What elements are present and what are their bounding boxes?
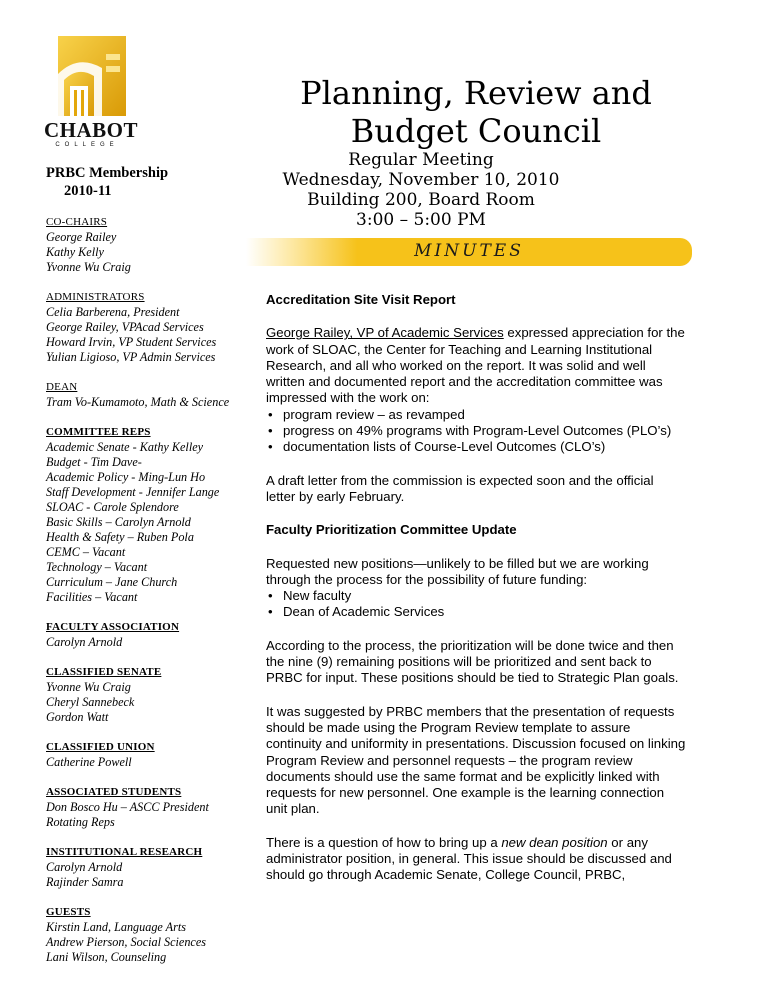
member-name: Budget - Tim Dave- [46,455,142,469]
sidebar-section-title: DEAN [46,381,78,393]
paragraph: It was suggested by PRBC members that the presentation of requests should be made using the Program Review template to assure continuity and uniformity in presentations. Discussion focused on linking Program Review and personnel requests – the program review documents should use the same format and be explicitly linked with requests for new personnel. One example is the learning connection unit plan. [266,703,686,817]
bullet-list [266,407,686,456]
member-name: Celia Barberena, President [46,305,180,319]
list-item: • New faculty [266,588,686,604]
member-name: Yvonne Wu Craig [46,260,131,274]
member-name: Andrew Pierson, Social Sciences [46,935,206,949]
chabot-college-logo [44,34,144,154]
sidebar-section-title: ADMINISTRATORS [46,291,145,303]
sidebar-section [46,785,251,830]
title-line-2: Budget Council [350,112,602,150]
member-name: Lani Wilson, Counseling [46,950,167,964]
paragraph: There is a question of how to bring up a new dean position or any administrator position, in general. This issue should be discussed and should go through Academic Senate, College Council, PRBC, [266,834,672,883]
meeting-location: Building 200, Board Room [307,190,535,210]
emphasis: new dean position [501,834,608,850]
sidebar-section-title: CO-CHAIRS [46,216,108,228]
building-logo-icon [44,34,130,118]
logo-wordmark: CHABOT [44,118,139,142]
sidebar-section-title: COMMITTEE REPS [46,426,151,438]
member-name: Health & Safety – Ruben Pola [46,530,194,544]
page-title [256,74,696,150]
member-name: Curriculum – Jane Church [46,575,178,589]
member-name: Technology – Vacant [46,560,148,574]
member-name: Carolyn Arnold [46,860,123,874]
member-name: Howard Irvin, VP Student Services [46,335,217,349]
sidebar-section-title: GUESTS [46,906,91,918]
member-name: Gordon Watt [46,710,109,724]
meeting-type: Regular Meeting [348,150,494,170]
member-name: Cheryl Sannebeck [46,695,135,709]
minutes-banner [246,238,692,266]
member-name: Yvonne Wu Craig [46,680,131,694]
membership-year: 2010-11 [64,183,112,199]
sidebar-section [46,215,251,275]
logo-subword: COLLEGE [55,142,119,148]
membership-sidebar [46,164,251,965]
section-heading-accreditation: Accreditation Site Visit Report [266,292,456,307]
membership-heading: PRBC Membership [46,165,169,181]
member-name: Yulian Ligioso, VP Admin Services [46,350,216,364]
sidebar-section-title: FACULTY ASSOCIATION [46,621,180,633]
meeting-info [256,150,586,230]
sidebar-section [46,845,251,890]
member-name: SLOAC - Carole Splendore [46,500,179,514]
sidebar-section-title: ASSOCIATED STUDENTS [46,786,182,798]
bullet-list [266,588,686,621]
paragraph: A draft letter from the commission is expected soon and the official letter by early February. [266,472,654,504]
membership-sections [46,215,251,965]
member-name: Catherine Powell [46,755,132,769]
sidebar-section [46,620,251,650]
list-item: • program review – as revamped [266,407,686,423]
member-name: George Railey [46,230,117,244]
paragraph: George Railey, VP of Academic Services expressed appreciation for the work of SLOAC, the Center for Teaching and Learning Institutional Research, and all who worked on the report. It was solid and well written and documented report and the accreditation committee was impressed with the work on: [266,325,685,406]
minutes-body [266,292,686,901]
list-item: • Dean of Academic Services [266,604,686,620]
member-name: Rotating Reps [46,815,115,829]
paragraph: Requested new positions—unlikely to be filled but we are working through the process for the possibility of future funding: [266,555,649,587]
member-name: CEMC – Vacant [46,545,126,559]
member-name: Academic Senate - Kathy Kelley [46,440,204,454]
minutes-label: MINUTES [414,241,524,261]
sidebar-section [46,665,251,725]
sidebar-section [46,905,251,965]
member-name: Rajinder Samra [46,875,124,889]
member-name: Staff Development - Jennifer Lange [46,485,220,499]
meeting-time: 3:00 – 5:00 PM [356,210,486,230]
member-name: Kathy Kelly [46,245,104,259]
list-item: • documentation lists of Course-Level Outcomes (CLO’s) [266,439,686,455]
member-name: Facilities – Vacant [46,590,138,604]
member-name: Kirstin Land, Language Arts [46,920,186,934]
sidebar-section-title: CLASSIFIED UNION [46,741,155,753]
sidebar-section [46,290,251,365]
member-name: Carolyn Arnold [46,635,123,649]
member-name: Basic Skills – Carolyn Arnold [46,515,191,529]
sidebar-section [46,740,251,770]
member-name: Don Bosco Hu – ASCC President [46,800,209,814]
meeting-date: Wednesday, November 10, 2010 [282,170,560,190]
member-name: George Railey, VPAcad Services [46,320,204,334]
member-name: Academic Policy - Ming-Lun Ho [46,470,206,484]
paragraph: According to the process, the prioritization will be done twice and then the nine (9) remaining positions will be prioritized and sent back to PRBC for input. These positions should be tied to Strategic Plan goals. [266,637,679,686]
sidebar-section-title: INSTITUTIONAL RESEARCH [46,846,203,858]
sidebar-section [46,425,251,605]
title-line-1: Planning, Review and [300,74,652,112]
sidebar-section-title: CLASSIFIED SENATE [46,666,162,678]
speaker-name: George Railey, VP of Academic Services [266,325,504,341]
list-item: • progress on 49% programs with Program-Level Outcomes (PLO’s) [266,423,686,439]
member-name: Tram Vo-Kumamoto, Math & Science [46,395,230,409]
sidebar-section [46,380,251,410]
section-heading-faculty-prioritization: Faculty Prioritization Committee Update [266,522,517,538]
